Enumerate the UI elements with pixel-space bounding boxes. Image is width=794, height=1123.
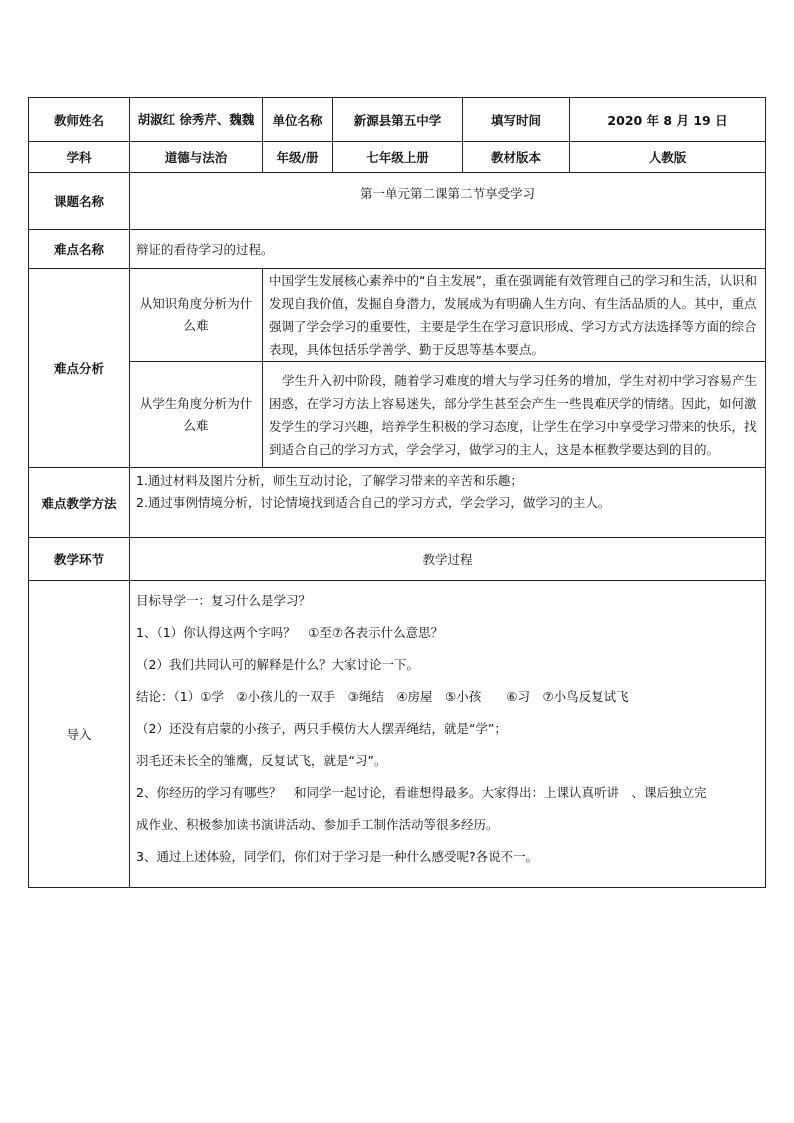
unit-label: 单位名称	[263, 98, 333, 142]
intro-line: 羽毛还未长全的雏鹰，反复试飞，就是“习”。	[136, 753, 387, 768]
intro-line: 1、（1）你认得这两个字吗？ ①至⑦各表示什么意思？	[136, 625, 444, 640]
intro-line: 成作业、积极参加读书演讲活动、参加手工制作活动等很多经历。	[136, 817, 499, 832]
method-line-2: 2.通过事例情境分析，讨论情境找到适合自己的学习方式，学会学习，做学习的主人。	[136, 495, 611, 510]
subject-label: 学科	[29, 142, 130, 173]
intro-line: 2、你经历的学习有哪些？ 和同学一起讨论，看谁想得最多。大家得出：上课认真听讲 、课后独立完	[136, 785, 707, 800]
intro-line: 3、通过上述体验，同学们，你们对于学习是一种什么感受呢?各说不一。	[136, 849, 539, 864]
student-angle-text: 学生升入初中阶段，随着学习难度的增大与学习任务的增加，学生对初中学习容易产生困惑，在学习方法上容易迷失，部分学生甚至会产生一些畏难厌学的情绪。因此，如何激发学生的学习兴趣，培养学生积极的学习态度，让学生在学习中享受学习带来的快乐，找到适合自己的学习方式，学会学习，做学习的主人，这是本框教学要达到的目的。	[263, 362, 766, 468]
teacher-label: 教师姓名	[29, 98, 130, 142]
analysis-row-student	[29, 362, 766, 468]
unit-value: 新源县第五中学	[333, 98, 463, 142]
intro-line: （2）我们共同认可的解释是什么？大家讨论一下。	[136, 657, 419, 672]
difficulty-row	[29, 230, 766, 269]
lesson-plan-table	[28, 97, 766, 888]
process-header-row	[29, 538, 766, 581]
subject-value: 道德与法治	[130, 142, 263, 173]
date-label: 填写时间	[463, 98, 570, 142]
intro-content	[130, 581, 766, 888]
intro-line: 目标导学一：复习什么是学习？	[136, 593, 312, 608]
process-value: 教学过程	[130, 538, 766, 581]
process-label: 教学环节	[29, 538, 130, 581]
method-line-1: 1.通过材料及图片分析，师生互动讨论，了解学习带来的辛苦和乐趣；	[136, 473, 523, 488]
grade-label: 年级/册	[263, 142, 333, 173]
edition-value: 人教版	[570, 142, 766, 173]
intro-row	[29, 581, 766, 888]
difficulty-label: 难点名称	[29, 230, 130, 269]
intro-line: 结论：（1）①学 ②小孩儿的一双手 ③绳结 ④房屋 ⑤小孩 ⑥习 ⑦小鸟反复试飞	[136, 689, 629, 704]
method-row	[29, 468, 766, 538]
analysis-label: 难点分析	[29, 269, 130, 468]
header-row-2	[29, 142, 766, 173]
topic-label: 课题名称	[29, 173, 130, 230]
intro-label: 导入	[29, 581, 130, 888]
grade-value: 七年级上册	[333, 142, 463, 173]
intro-line: （2）还没有启蒙的小孩子，两只手模仿大人摆弄绳结，就是“学”；	[136, 721, 507, 736]
method-label: 难点教学方法	[29, 468, 130, 538]
difficulty-value: 辩证的看待学习的过程。	[130, 230, 766, 269]
analysis-row-knowledge	[29, 269, 766, 362]
method-content	[130, 468, 766, 538]
edition-label: 教材版本	[463, 142, 570, 173]
date-value: 2020 年 8 月 19 日	[570, 98, 766, 142]
knowledge-angle-text: 中国学生发展核心素养中的“自主发展”，重在强调能有效管理自己的学习和生活，认识和发现自我价值，发掘自身潜力，发展成为有明确人生方向、有生活品质的人。其中，重点强调了学会学习的重要性，主要是学生在学习意识形成、学习方式方法选择等方面的综合表现，具体包括乐学善学、勤于反思等基本要点。	[263, 269, 766, 362]
student-angle-label: 从学生角度分析为什么难	[130, 362, 263, 468]
header-row-1	[29, 98, 766, 142]
topic-value: 第一单元第二课第二节享受学习	[130, 173, 766, 230]
knowledge-angle-label: 从知识角度分析为什么难	[130, 269, 263, 362]
teacher-value: 胡淑红 徐秀芹、魏魏	[130, 98, 263, 142]
topic-row	[29, 173, 766, 230]
